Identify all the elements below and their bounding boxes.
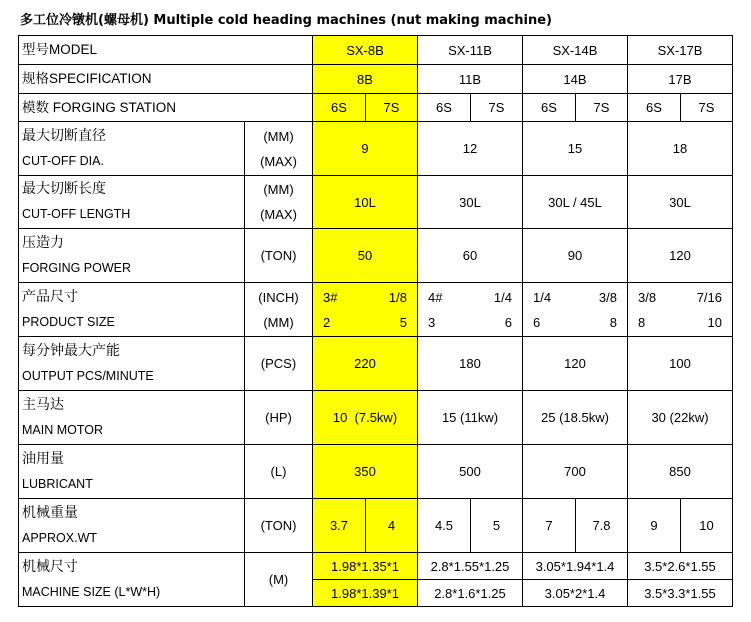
value-cell: 3.5*2.6*1.55 [628,553,733,580]
row-label: 每分钟最大产能 OUTPUT PCS/MINUTE [19,337,245,391]
value-cell: 100 [628,337,733,391]
cutoff-length-row [19,176,733,229]
value-cell: 500 [418,445,523,499]
row-label: 压造力 FORGING POWER [19,229,245,283]
value-cell: 2.8*1.55*1.25 [418,553,523,580]
station-cell: 7S [681,94,733,122]
value-cell: 120 [628,229,733,283]
station-cell: 6S [418,94,471,122]
output-row [19,337,733,391]
value-cell: 4.5 [418,499,471,553]
spec-row [19,65,733,94]
value-cell: 4# 1/4 3 6 [418,283,523,337]
station-label: 模数 FORGING STATION [19,94,313,122]
value-cell: 3.05*1.94*1.4 [523,553,628,580]
model-row [19,36,733,65]
cutoff-dia-row [19,122,733,176]
unit-cell: (TON) [245,499,313,553]
value-cell: 220 [313,337,418,391]
value-cell: 60 [418,229,523,283]
row-label: 机械尺寸 MACHINE SIZE (L*W*H) [19,553,245,607]
model-label: 型号MODEL [19,36,313,65]
unit-cell: (PCS) [245,337,313,391]
value-cell: 1.98*1.39*1 [313,580,418,607]
spec-cell: 8B [313,65,418,94]
lubricant-row [19,445,733,499]
value-cell: 850 [628,445,733,499]
model-cell: SX-11B [418,36,523,65]
unit-cell: (INCH) (MM) [245,283,313,337]
value-cell: 25 (18.5kw) [523,391,628,445]
model-cell: SX-8B [313,36,418,65]
station-cell: 6S [523,94,576,122]
product-size-row [19,283,733,337]
row-label: 产品尺寸 PRODUCT SIZE [19,283,245,337]
value-cell: 12 [418,122,523,176]
station-cell: 7S [471,94,523,122]
value-cell: 15 [523,122,628,176]
station-row [19,94,733,122]
value-cell: 7 [523,499,576,553]
station-cell: 6S [628,94,681,122]
forging-power-row [19,229,733,283]
value-cell: 3# 1/8 2 5 [313,283,418,337]
station-cell: 7S [366,94,418,122]
row-label: 机械重量 APPROX.WT [19,499,245,553]
value-cell: 15 (11kw) [418,391,523,445]
row-label: 主马达 MAIN MOTOR [19,391,245,445]
value-cell: 50 [313,229,418,283]
value-cell: 3.5*3.3*1.55 [628,580,733,607]
model-cell: SX-17B [628,36,733,65]
spec-table [18,35,733,607]
spec-cell: 17B [628,65,733,94]
station-cell: 7S [576,94,628,122]
value-cell: 120 [523,337,628,391]
unit-cell: (TON) [245,229,313,283]
value-cell: 3/8 7/16 8 10 [628,283,733,337]
main-motor-row [19,391,733,445]
unit-cell: (M) [245,553,313,607]
value-cell: 30L [418,176,523,229]
value-cell: 10 [681,499,733,553]
value-cell: 30 (22kw) [628,391,733,445]
page-title: 多工位冷镦机(螺母机) Multiple cold heading machines (nut making machine) [20,13,552,28]
value-cell: 4 [366,499,418,553]
spec-label: 规格SPECIFICATION [19,65,313,94]
machine-size-row [19,553,733,580]
unit-cell: (MM) (MAX) [245,122,313,176]
spec-cell: 11B [418,65,523,94]
value-cell: 3.7 [313,499,366,553]
unit-cell: (MM) (MAX) [245,176,313,229]
row-label: 油用量 LUBRICANT [19,445,245,499]
value-cell: 700 [523,445,628,499]
value-cell: 7.8 [576,499,628,553]
value-cell: 10L [313,176,418,229]
row-label: 最大切断长度 CUT-OFF LENGTH [19,176,245,229]
value-cell: 9 [628,499,681,553]
value-cell: 5 [471,499,523,553]
spec-cell: 14B [523,65,628,94]
unit-cell: (HP) [245,391,313,445]
value-cell: 1.98*1.35*1 [313,553,418,580]
value-cell: 350 [313,445,418,499]
value-cell: 3.05*2*1.4 [523,580,628,607]
value-cell: 30L [628,176,733,229]
row-label: 最大切断直径 CUT-OFF DIA. [19,122,245,176]
value-cell: 90 [523,229,628,283]
value-cell: 2.8*1.6*1.25 [418,580,523,607]
value-cell: 10 (7.5kw) [313,391,418,445]
weight-row [19,499,733,553]
value-cell: 9 [313,122,418,176]
value-cell: 30L / 45L [523,176,628,229]
value-cell: 18 [628,122,733,176]
model-cell: SX-14B [523,36,628,65]
station-cell: 6S [313,94,366,122]
value-cell: 1/4 3/8 6 8 [523,283,628,337]
value-cell: 180 [418,337,523,391]
unit-cell: (L) [245,445,313,499]
